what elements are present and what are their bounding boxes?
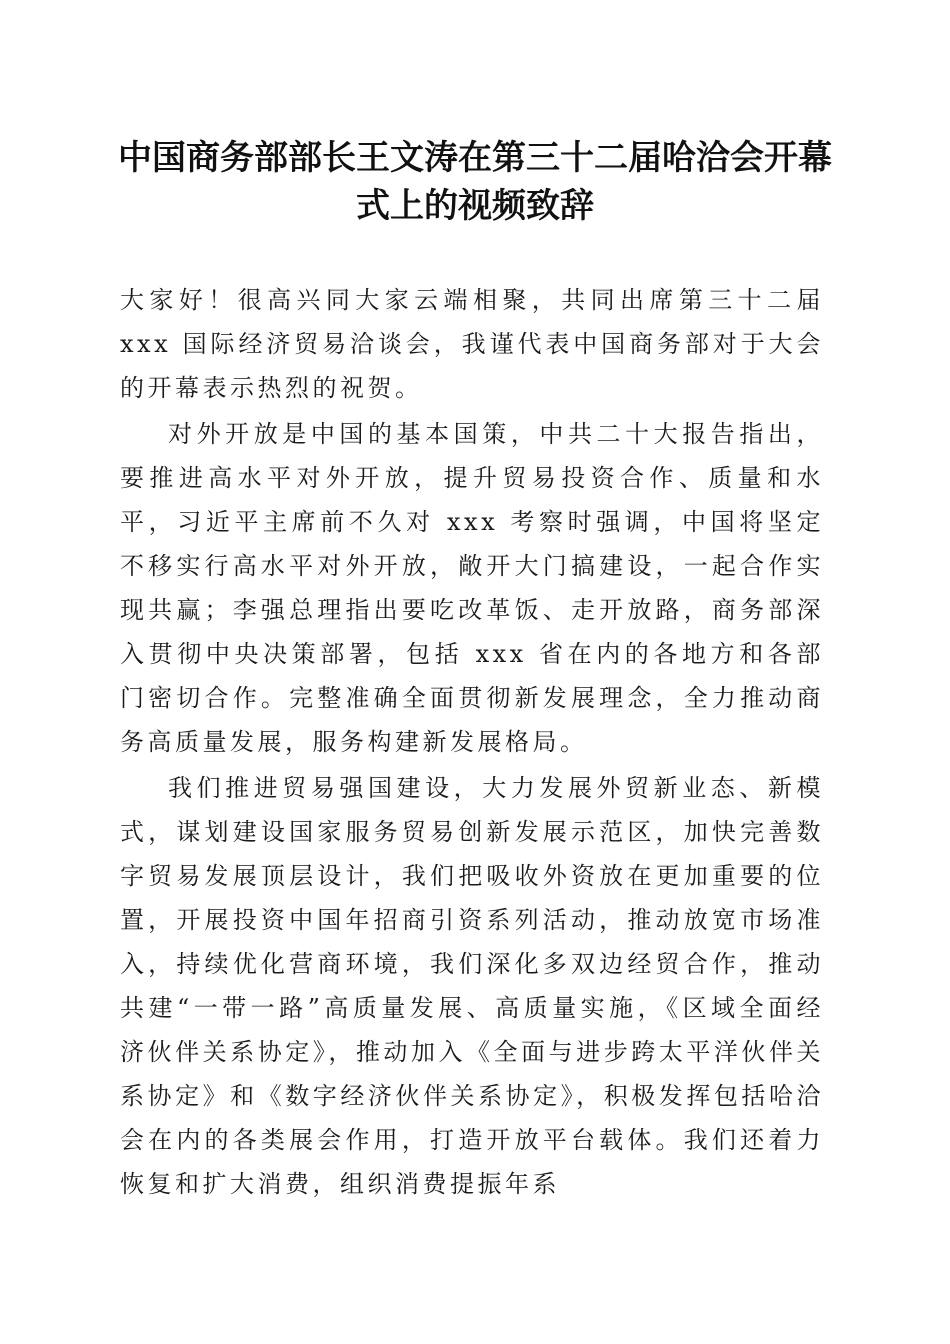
paragraph-greeting: 大家好！很高兴同大家云端相聚，共同出席第三十二届 xxx 国际经济贸易洽谈会，我谨代表中国商务部对于大会的开幕表示热烈的祝贺。 xyxy=(120,286,824,402)
document-title: 中国商务部部长王文涛在第三十二届哈洽会开幕式上的视频致辞 xyxy=(118,138,832,226)
paragraph-trade-measures: 我们推进贸易强国建设，大力发展外贸新业态、新模式，谋划建设国家服务贸易创新发展示范区，加快完善数字贸易发展顶层设计，我们把吸收外资放在更加重要的位置，开展投资中国年招商引资系列活动，推动放宽市场准入，持续优化营商环境，我们深化多双边经贸合作，推动共建“一带一路”高质量发展、高质量实施，《区域全面经济伙伴关系协定》，推动加入《全面与进步跨太平洋伙伴关系协定》和《数字经济伙伴关系协定》，积极发挥包括哈洽会在内的各类展会作用，打造开放平台载体。我们还着力恢复和扩大消费，组织消费提振年系 xyxy=(120,774,824,1198)
document-body xyxy=(120,278,824,1206)
paragraph-opening-policy: 对外开放是中国的基本国策，中共二十大报告指出，要推进高水平对外开放，提升贸易投资合作、质量和水平，习近平主席前不久对 xxx 考察时强调，中国将坚定不移实行高水平对外开放，敞开大门搞建设，一起合作实现共赢；李强总理指出要吃改革饭、走开放路，商务部深入贯彻中央决策部署，包括 xxx 省在内的各地方和各部门密切合作。完整准确全面贯彻新发展理念，全力推动商务高质量发展，服务构建新发展格局。 xyxy=(120,420,824,756)
